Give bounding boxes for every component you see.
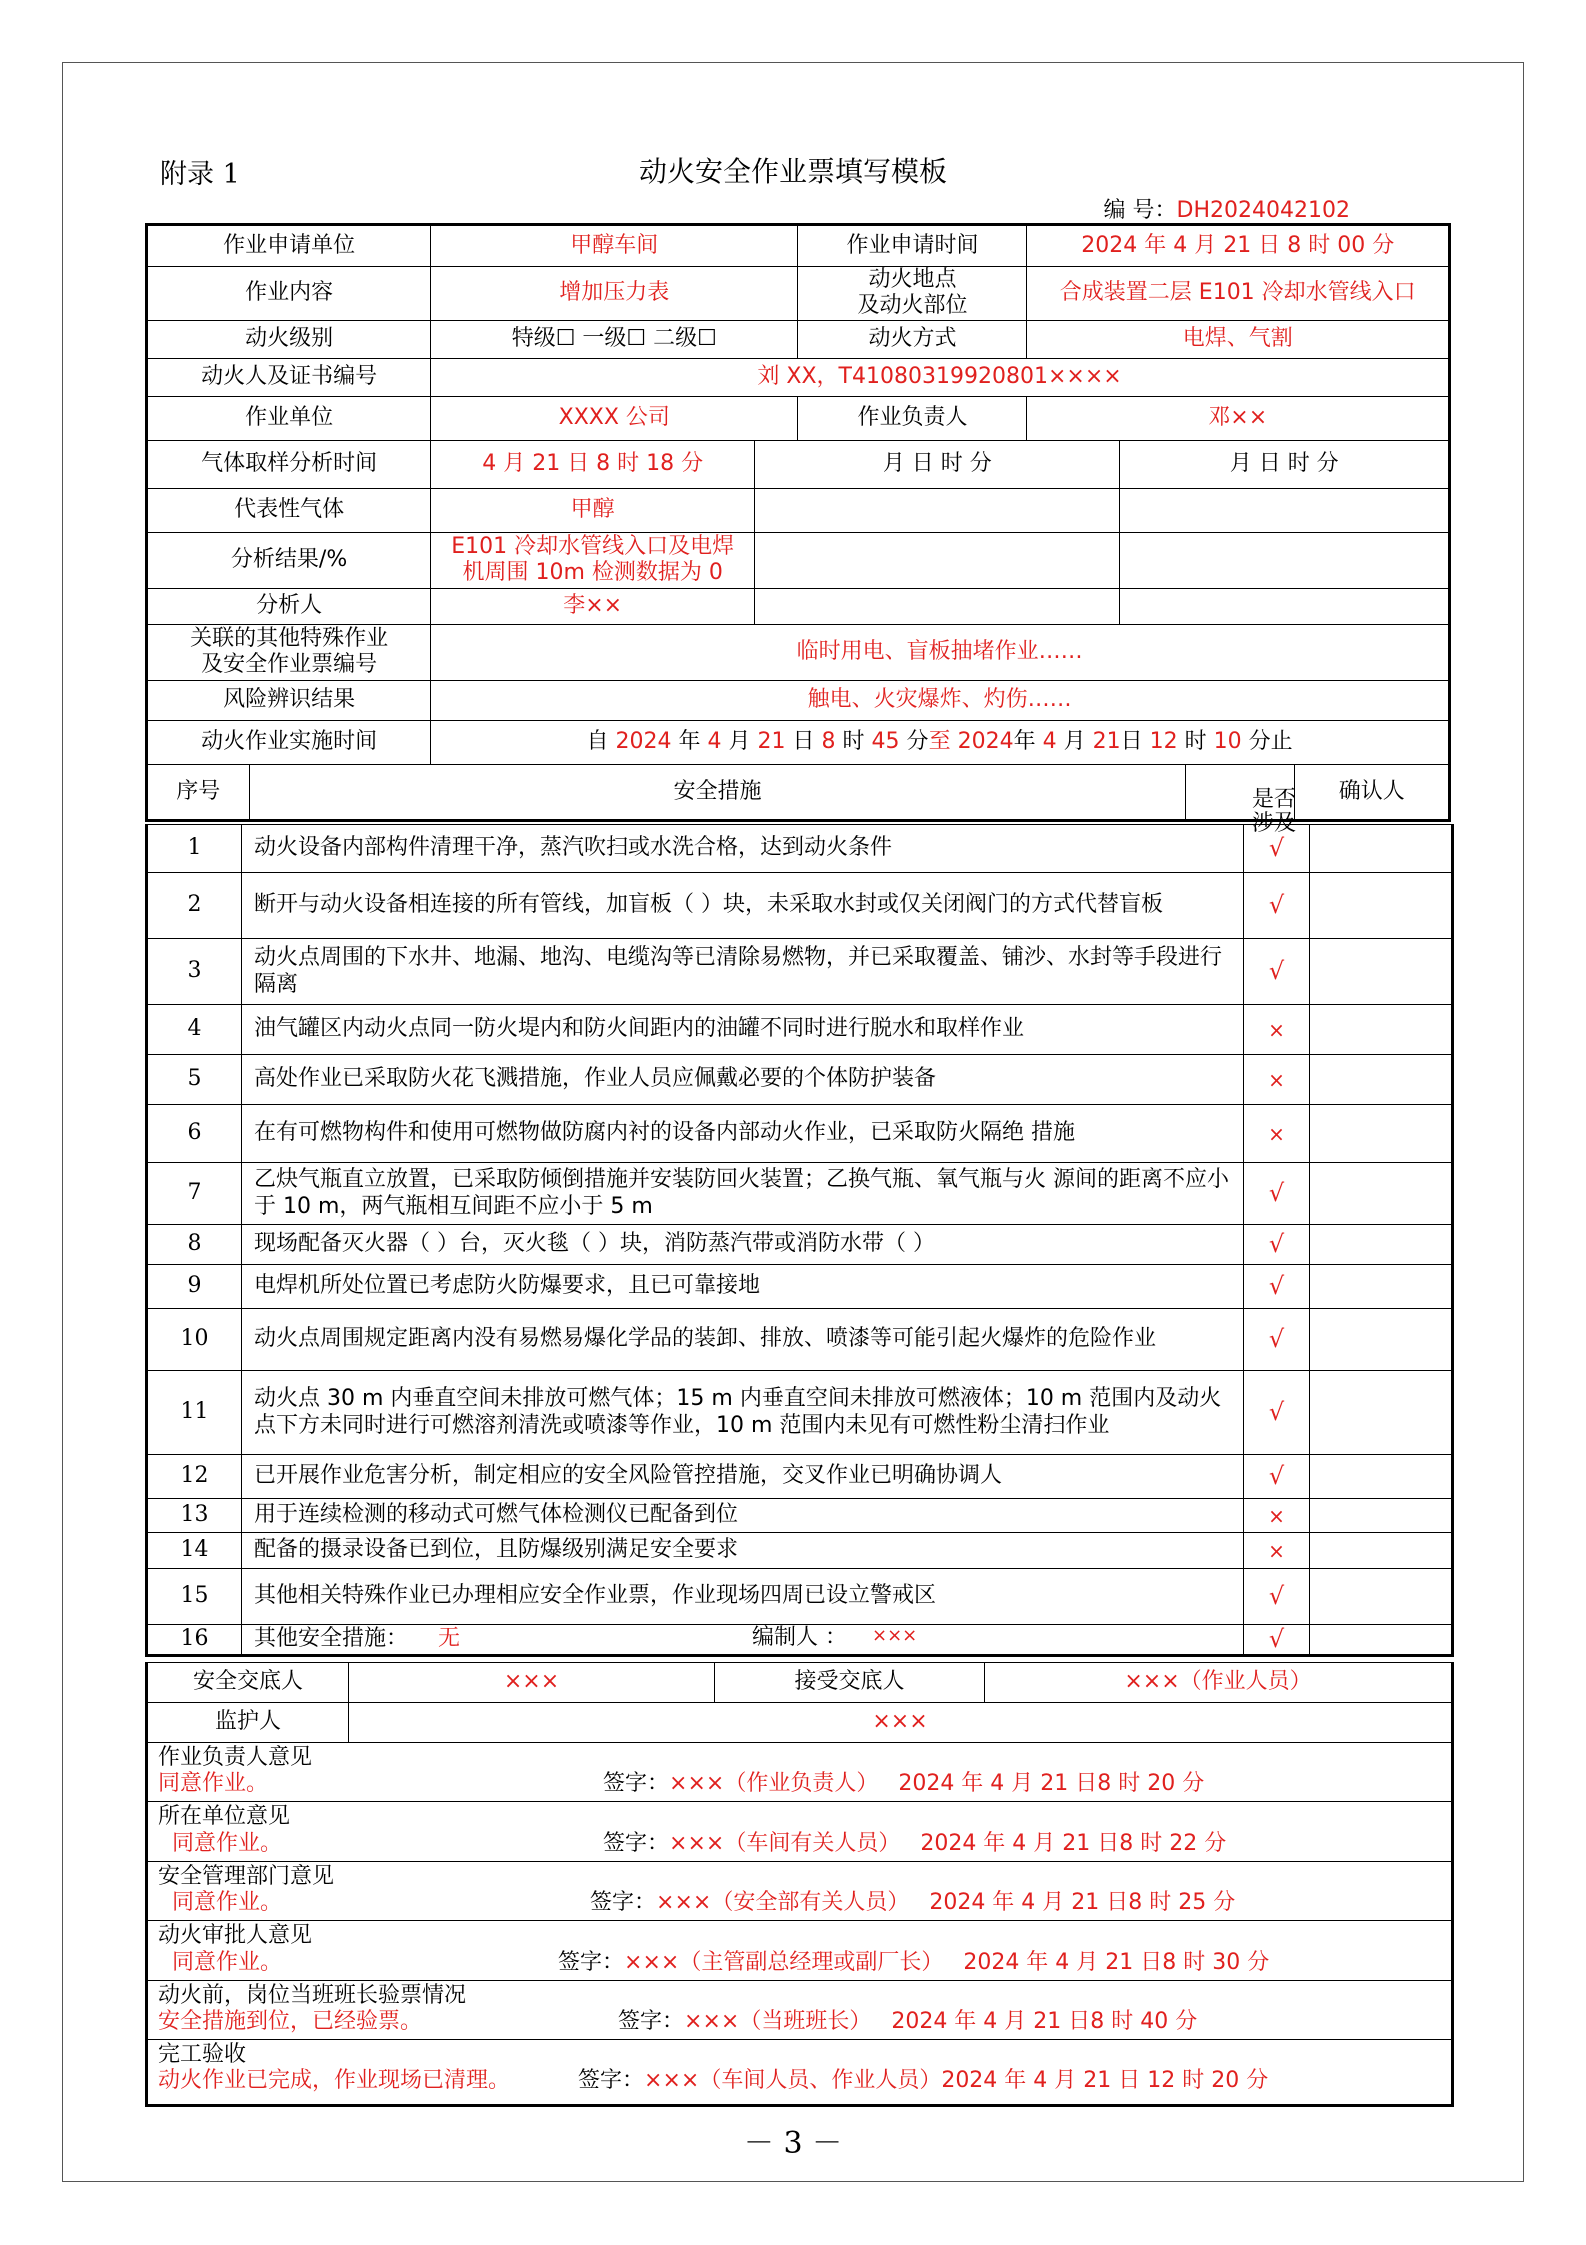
opinion-signature (603, 1771, 1204, 1797)
opinion-signature (558, 1950, 1269, 1976)
method-value: 电焊、气割 (1027, 320, 1450, 358)
measures-body (147, 825, 1453, 1656)
measure-no: 8 (147, 1225, 242, 1265)
impl-hour-2: 12 (1149, 729, 1178, 755)
other-measures-label: 其他安全措施： (254, 1626, 409, 1652)
opinion-content (158, 2068, 1441, 2096)
content-value: 增加压力表 (431, 267, 798, 321)
impl-month-1: 4 (707, 729, 722, 755)
apply-unit-label: 作业申请单位 (147, 225, 431, 267)
gas-time-1: 4 月 21 日 8 时 18 分 (431, 440, 755, 488)
content-label: 作业内容 (147, 267, 431, 321)
opinion-signature (578, 2068, 1288, 2094)
impl-time-label: 动火作业实施时间 (147, 720, 431, 764)
impl-to: 至 (928, 729, 951, 755)
measure-text: 电焊机所处位置已考虑防火防爆要求，且已可靠接地 (242, 1265, 1244, 1309)
sign-label: 签字： (603, 1830, 670, 1856)
measure-row (147, 1533, 1453, 1569)
measure-involved-mark[interactable]: × (1244, 1055, 1310, 1105)
opinion-text: 同意作业。 (158, 1890, 282, 1916)
measure-confirmer[interactable] (1310, 1005, 1453, 1055)
work-leader-value: 邓×× (1027, 396, 1450, 440)
involved-line1: 是否 (1251, 786, 1296, 812)
opinion-signature (618, 2009, 1197, 2035)
opinion-title: 所在单位意见 (158, 1804, 291, 1830)
measure-text: 断开与动火设备相连接的所有管线，加盲板（ ）块，未采取水封或仅关闭阀门的方式代替盲板 (242, 873, 1244, 939)
opinion-signature (603, 1831, 1226, 1857)
measure-row (147, 1163, 1453, 1225)
level-label: 动火级别 (147, 320, 431, 358)
opinion-cell (147, 1980, 1453, 2039)
measure-involved-mark[interactable]: × (1244, 1105, 1310, 1163)
sign-date: 2024 年 4 月 21 日8 时 25 分 (929, 1890, 1236, 1916)
measure-confirmer[interactable] (1310, 1055, 1453, 1105)
measure-text: 其他相关特殊作业已办理相应安全作业票，作业现场四周已设立警戒区 (242, 1569, 1244, 1625)
gas-empty-3 (1120, 488, 1450, 532)
row-apply (147, 225, 1450, 267)
impl-p5: 时 (842, 729, 865, 755)
sign-date: 2024 年 4 月 21 日8 时 30 分 (963, 1949, 1270, 1975)
measure-confirmer[interactable] (1310, 1455, 1453, 1499)
measure-involved-mark[interactable]: × (1244, 1499, 1310, 1533)
measure-text: 现场配备灭火器（ ）台，灭火毯（ ）块，消防蒸汽带或消防水带（ ） (242, 1225, 1244, 1265)
measure-confirmer[interactable] (1310, 1499, 1453, 1533)
guardian-value: ××× (349, 1703, 1453, 1743)
ticket-number-label: 编 号： (1103, 198, 1177, 223)
related-label-line1: 关联的其他特殊作业 (190, 625, 389, 651)
measure-text: 已开展作业危害分析，制定相应的安全风险管控措施，交叉作业已明确协调人 (242, 1455, 1244, 1499)
impl-hour-1: 8 (821, 729, 836, 755)
person-label: 动火人及证书编号 (147, 358, 431, 396)
risk-label: 风险辨识结果 (147, 680, 431, 720)
page-number: － 3 － (743, 2126, 843, 2161)
measure-row (147, 939, 1453, 1005)
measure-no: 16 (147, 1625, 242, 1656)
measure-row-other (147, 1625, 1453, 1656)
measure-involved-mark[interactable]: √ (1244, 1225, 1310, 1265)
measure-confirmer[interactable] (1310, 1625, 1453, 1656)
sign-label: 签字： (558, 1949, 625, 1975)
measure-no: 11 (147, 1371, 242, 1455)
opinion-cell (147, 2039, 1453, 2105)
measure-no: 15 (147, 1569, 242, 1625)
work-unit-value: XXXX 公司 (431, 396, 798, 440)
other-measures (242, 1625, 1244, 1656)
location-value: 合成装置二层 E101 冷却水管线入口 (1027, 267, 1450, 321)
opinion-title: 动火审批人意见 (158, 1923, 313, 1949)
impl-p6: 分 (906, 729, 929, 755)
measure-confirmer[interactable] (1310, 825, 1453, 873)
row-level (147, 320, 1450, 358)
measure-involved-mark[interactable]: √ (1244, 825, 1310, 873)
gas-time-2: 月 日 时 分 (755, 440, 1120, 488)
row-analyst (147, 588, 1450, 624)
measure-row (147, 873, 1453, 939)
sign-date: 2024 年 4 月 21 日8 时 22 分 (920, 1830, 1227, 1856)
measures-header-involved-label (1241, 784, 1307, 840)
measure-text: 油气罐区内动火点同一防火堤内和防火间距内的油罐不同时进行脱水和取样作业 (242, 1005, 1244, 1055)
person-value: 刘 XX，T41080319920801×××× (431, 358, 1450, 396)
location-label-line2: 及动火部位 (857, 293, 968, 319)
row-handover (147, 1663, 1453, 1703)
row-person (147, 358, 1450, 396)
measures-header-no: 序号 (147, 764, 250, 820)
level-options[interactable]: 特级☐ 一级☐ 二级☐ (431, 320, 798, 358)
opinion-row (147, 1921, 1453, 1980)
measure-involved-mark[interactable]: × (1244, 1005, 1310, 1055)
sign-label: 签字： (618, 2008, 685, 2034)
measure-confirmer[interactable] (1310, 1371, 1453, 1455)
handover-giver-value: ××× (349, 1663, 715, 1703)
measure-row (147, 1055, 1453, 1105)
sign-value: ×××（车间有关人员） (669, 1830, 901, 1856)
measure-involved-mark[interactable]: √ (1244, 1625, 1310, 1656)
measure-no: 14 (147, 1533, 242, 1569)
work-leader-label: 作业负责人 (798, 396, 1027, 440)
measure-confirmer[interactable] (1310, 1569, 1453, 1625)
measures-header-measure: 安全措施 (249, 764, 1186, 820)
gas-label: 代表性气体 (147, 488, 431, 532)
other-measures-value: 无 (438, 1626, 461, 1652)
sign-date: 2024 年 4 月 21 日8 时 40 分 (891, 2008, 1198, 2034)
measure-row (147, 1005, 1453, 1055)
measure-involved-mark[interactable]: √ (1244, 1163, 1310, 1225)
measure-confirmer[interactable] (1310, 1163, 1453, 1225)
analyst-label: 分析人 (147, 588, 431, 624)
measure-text: 配备的摄录设备已到位，且防爆级别满足安全要求 (242, 1533, 1244, 1569)
measure-involved-mark[interactable]: √ (1244, 1309, 1310, 1371)
opinions-body (147, 1743, 1453, 2106)
measure-row (147, 1309, 1453, 1371)
opinion-title: 作业负责人意见 (158, 1745, 313, 1770)
measure-no: 4 (147, 1005, 242, 1055)
opinion-cell (147, 1921, 1453, 1980)
measure-confirmer[interactable] (1310, 939, 1453, 1005)
maker-value: ××× (872, 1625, 918, 1646)
related-value: 临时用电、盲板抽堵作业…… (431, 624, 1450, 680)
apply-time-value: 2024 年 4 月 21 日 8 时 00 分 (1027, 225, 1450, 267)
measure-row (147, 1265, 1453, 1309)
location-label (798, 267, 1027, 321)
measure-no: 12 (147, 1455, 242, 1499)
impl-p11: 分止 (1248, 729, 1293, 755)
impl-p8: 月 (1063, 729, 1086, 755)
measure-text: 动火点周围规定距离内没有易燃易爆化学品的装卸、排放、喷漆等可能引起火爆炸的危险作业 (242, 1309, 1244, 1371)
opinion-content (158, 2009, 1441, 2037)
opinion-text: 同意作业。 (158, 1949, 282, 1975)
measure-text: 高处作业已采取防火花飞溅措施，作业人员应佩戴必要的个体防护装备 (242, 1055, 1244, 1105)
measure-row (147, 1455, 1453, 1499)
gas-time-label: 气体取样分析时间 (147, 440, 431, 488)
measure-text: 用于连续检测的移动式可燃气体检测仪已配备到位 (242, 1499, 1244, 1533)
measure-no: 6 (147, 1105, 242, 1163)
opinion-text: 同意作业。 (158, 1830, 282, 1856)
row-content (147, 267, 1450, 321)
opinion-title: 完工验收 (158, 2041, 247, 2067)
opinion-row (147, 1802, 1453, 1861)
measure-row (147, 1499, 1453, 1533)
sign-value: ×××（安全部有关人员） (656, 1890, 910, 1916)
opinion-text: 动火作业已完成，作业现场已清理。 (158, 2068, 511, 2094)
measure-involved-mark[interactable]: √ (1244, 873, 1310, 939)
fire-work-permit-table (145, 223, 1451, 822)
analyst-value: 李×× (431, 588, 755, 624)
measure-involved-mark[interactable]: √ (1244, 1569, 1310, 1625)
measure-no: 5 (147, 1055, 242, 1105)
opinion-row (147, 1743, 1453, 1802)
measure-confirmer[interactable] (1310, 1225, 1453, 1265)
work-unit-label: 作业单位 (147, 396, 431, 440)
opinion-content (158, 1771, 1441, 1799)
impl-minute-2: 10 (1213, 729, 1242, 755)
opinion-row (147, 2039, 1453, 2105)
impl-p7: 年 (1013, 729, 1036, 755)
gas-empty-2 (755, 488, 1120, 532)
sign-value: ×××（当班班长） (684, 2008, 872, 2034)
handover-receiver-value: ×××（作业人员） (985, 1663, 1453, 1703)
impl-p1: 自 (586, 729, 609, 755)
analyst-empty-3 (1120, 588, 1450, 624)
method-label: 动火方式 (798, 320, 1027, 358)
opinion-content (158, 1831, 1441, 1859)
row-related (147, 624, 1450, 680)
measure-involved-mark[interactable]: × (1244, 1533, 1310, 1569)
opinion-cell (147, 1861, 1453, 1920)
row-impl-time (147, 720, 1450, 764)
result-value (431, 532, 755, 588)
sign-date: 2024 年 4 月 21 日8 时 20 分 (898, 1771, 1205, 1797)
measure-row (147, 1105, 1453, 1163)
apply-time-label: 作业申请时间 (798, 225, 1027, 267)
measure-no: 7 (147, 1163, 242, 1225)
result-line1: E101 冷却水管线入口及电焊 (451, 533, 735, 559)
impl-year-1: 2024 (615, 729, 672, 755)
measure-no: 9 (147, 1265, 242, 1309)
approval-table (145, 1662, 1454, 2107)
measure-involved-mark[interactable]: √ (1244, 1455, 1310, 1499)
guardian-label: 监护人 (147, 1703, 349, 1743)
row-gas-time (147, 440, 1450, 488)
impl-day-2: 21 (1092, 729, 1121, 755)
opinion-cell (147, 1802, 1453, 1861)
sign-value: ×××（作业负责人） (669, 1771, 879, 1797)
row-guardian (147, 1703, 1453, 1743)
measure-no: 3 (147, 939, 242, 1005)
document-title: 动火安全作业票填写模板 (638, 155, 947, 188)
opinion-row (147, 1861, 1453, 1920)
row-risk (147, 680, 1450, 720)
measure-row (147, 1371, 1453, 1455)
opinion-cell (147, 1743, 1453, 1802)
location-label-line1: 动火地点 (868, 267, 957, 292)
measure-no: 1 (147, 825, 242, 873)
measure-row (147, 1225, 1453, 1265)
measure-row (147, 1569, 1453, 1625)
opinion-text: 同意作业。 (158, 1771, 269, 1797)
sign-label: 签字： (578, 2068, 645, 2094)
sign-value: ×××（主管副总经理或副厂长） (624, 1949, 944, 1975)
measure-no: 10 (147, 1309, 242, 1371)
measure-text: 乙炔气瓶直立放置，已采取防倾倒措施并安装防回火装置；乙换气瓶、氧气瓶与火 源间的距离不应小于 10 m，两气瓶相互间距不应小于 5 m (242, 1163, 1244, 1225)
ticket-number-value: DH2024042102 (1176, 198, 1350, 223)
analyst-empty-2 (755, 588, 1120, 624)
related-label-line2: 及安全作业票编号 (201, 652, 378, 678)
impl-time-value (431, 720, 1450, 764)
measure-confirmer[interactable] (1310, 1265, 1453, 1309)
measure-confirmer[interactable] (1310, 1105, 1453, 1163)
impl-p10: 时 (1184, 729, 1207, 755)
impl-p2: 年 (678, 729, 701, 755)
result-empty-3 (1120, 532, 1450, 588)
handover-receiver-label: 接受交底人 (715, 1663, 985, 1703)
opinion-text: 安全措施到位，已经验票。 (158, 2008, 423, 2034)
sign-value: ×××（车间人员、作业人员）2024 年 4 月 21 日 12 时 20 分 (644, 2068, 1269, 2094)
gas-value: 甲醇 (431, 488, 755, 532)
measure-text: 在有可燃物构件和使用可燃物做防腐内衬的设备内部动火作业，已采取防火隔绝 措施 (242, 1105, 1244, 1163)
measure-involved-mark[interactable]: √ (1244, 939, 1310, 1005)
measure-confirmer[interactable] (1310, 873, 1453, 939)
appendix-label: 附录 1 (160, 159, 240, 190)
result-empty-2 (755, 532, 1120, 588)
impl-month-2: 4 (1042, 729, 1057, 755)
sign-label: 签字： (603, 1771, 670, 1797)
measure-no: 2 (147, 873, 242, 939)
impl-p4: 日 (792, 729, 815, 755)
measure-involved-mark[interactable]: √ (1244, 1371, 1310, 1455)
measure-text: 动火点 30 m 内垂直空间未排放可燃气体；15 m 内垂直空间未排放可燃液体；10 m 范围内及动火点下方未同时进行可燃溶剂清洗或喷漆等作业，10 m 范围内未见有可燃性粉尘清扫作业 (242, 1371, 1244, 1455)
opinion-row (147, 1980, 1453, 2039)
measures-header-confirm: 确认人 (1295, 764, 1450, 820)
impl-p9: 日 (1120, 729, 1143, 755)
measure-confirmer[interactable] (1310, 1309, 1453, 1371)
gas-time-3: 月 日 时 分 (1120, 440, 1450, 488)
handover-giver-label: 安全交底人 (147, 1663, 349, 1703)
related-label (147, 624, 431, 680)
impl-year-2: 2024 (957, 729, 1014, 755)
ticket-number (1104, 193, 1350, 224)
opinion-content (158, 1890, 1441, 1918)
involved-line2: 涉及 (1251, 811, 1296, 836)
opinion-content (158, 1950, 1441, 1978)
row-result (147, 532, 1450, 588)
sign-label: 签字： (590, 1890, 657, 1916)
measure-text: 动火设备内部构件清理干净，蒸汽吹扫或水洗合格，达到动火条件 (242, 825, 1244, 873)
measure-text: 动火点周围的下水井、地漏、地沟、电缆沟等已清除易燃物，并已采取覆盖、铺沙、水封等手段进行隔离 (242, 939, 1244, 1005)
risk-value: 触电、火灾爆炸、灼伤…… (431, 680, 1450, 720)
impl-p3: 月 (728, 729, 751, 755)
result-line2: 机周围 10m 检测数据为 0 (462, 560, 723, 586)
measure-involved-mark[interactable]: √ (1244, 1265, 1310, 1309)
opinion-title: 安全管理部门意见 (158, 1863, 335, 1889)
measure-no: 13 (147, 1499, 242, 1533)
impl-day-1: 21 (757, 729, 786, 755)
opinion-signature (590, 1890, 1235, 1916)
maker-label: 编制人 ： (752, 1625, 847, 1650)
measures-table (145, 824, 1454, 1657)
opinion-title: 动火前，岗位当班班长验票情况 (158, 1982, 467, 2008)
result-label: 分析结果/% (147, 532, 431, 588)
row-gas (147, 488, 1450, 532)
apply-unit-value: 甲醇车间 (431, 225, 798, 267)
impl-minute-1: 45 (871, 729, 900, 755)
measure-confirmer[interactable] (1310, 1533, 1453, 1569)
row-work-unit (147, 396, 1450, 440)
